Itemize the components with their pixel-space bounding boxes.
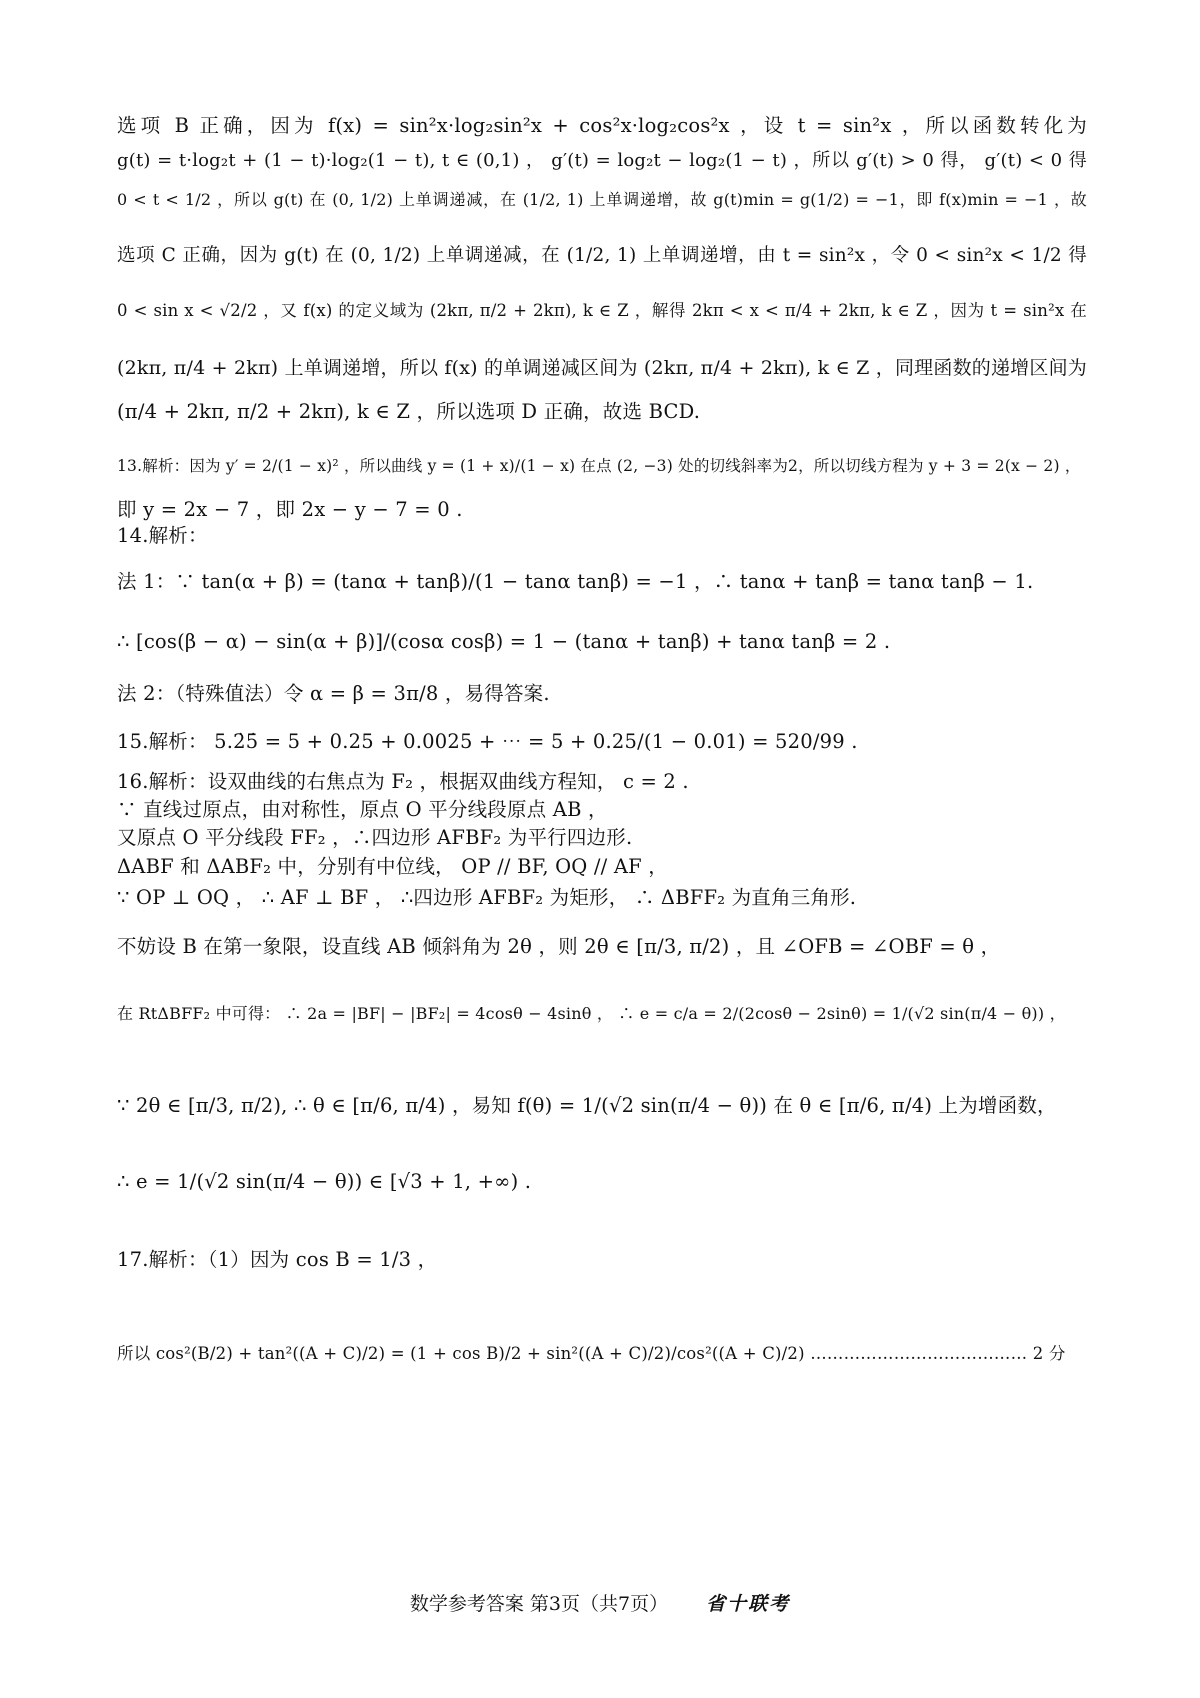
text-line: ∵ OP ⊥ OQ ， ∴ AF ⊥ BF ， ∴四边形 AFBF₂ 为矩形， ∴ ΔBFF₂ 为直角三角形.	[117, 886, 857, 909]
text-line: 0 < sin x < √2/2 ，又 f(x) 的定义域为 (2kπ, π/2 + 2kπ), k ∈ Z ，解得 2kπ < x < π/4 + 2kπ, k ∈ Z ，因为 t = sin²x 在	[117, 301, 1087, 320]
text-line: 法 1：∵ tan(α + β) = (tanα + tanβ)/(1 − tanα tanβ) = −1 ，∴ tanα + tanβ = tanα tanβ − 1.	[117, 570, 1034, 593]
text-line: 17.解析：（1）因为 cos B = 1/3 ，	[117, 1248, 438, 1271]
text-line: 在 RtΔBFF₂ 中可得： ∴ 2a = |BF| − |BF₂| = 4cosθ − 4sinθ ， ∴ e = c/a = 2/(2cosθ − 2sinθ) = 1/(√2 sin(π/4 − θ)) ，	[117, 1004, 1066, 1023]
text-line: (2kπ, π/4 + 2kπ) 上单调递增，所以 f(x) 的单调递减区间为 (2kπ, π/4 + 2kπ), k ∈ Z ，同理函数的递增区间为	[117, 357, 1087, 379]
text-line: (π/4 + 2kπ, π/2 + 2kπ), k ∈ Z ，所以选项 D 正确，故选 BCD.	[117, 400, 701, 423]
text-line: 16.解析：设双曲线的右焦点为 F₂ ，根据双曲线方程知， c = 2 .	[117, 770, 689, 793]
text-line: ΔABF 和 ΔABF₂ 中，分别有中位线， OP // BF, OQ // AF ，	[117, 855, 668, 878]
text-line: 14.解析：	[117, 524, 208, 547]
footer-brand: 省十联考	[706, 1593, 791, 1615]
text-line: 13.解析：因为 y′ = 2/(1 − x)² ，所以曲线 y = (1 + x)/(1 − x) 在点 (2, −3) 处的切线斜率为2，所以切线方程为 y + 3 = 2(x − 2) ，	[117, 457, 1081, 475]
text-line: 法 2：（特殊值法）令 α = β = 3π/8 ，易得答案.	[117, 682, 550, 705]
text-line: ∴ e = 1/(√2 sin(π/4 − θ)) ∈ [√3 + 1, +∞) .	[117, 1170, 532, 1193]
text-line: 0 < t < 1/2 ，所以 g(t) 在 (0, 1/2) 上单调递减，在 (1/2, 1) 上单调递增，故 g(t)min = g(1/2) = −1，即 f(x)min = −1 ，故	[117, 190, 1087, 209]
text-line: 选项 C 正确，因为 g(t) 在 (0, 1/2) 上单调递减，在 (1/2, 1) 上单调递增，由 t = sin²x ，令 0 < sin²x < 1/2 得	[117, 245, 1087, 266]
text-line: 又原点 O 平分线段 FF₂ ，∴四边形 AFBF₂ 为平行四边形.	[117, 826, 633, 849]
text-line: g(t) = t·log₂t + (1 − t)·log₂(1 − t), t ∈ (0,1) ， g′(t) = log₂t − log₂(1 − t) ，所以 g′(t) > 0 得， g′(t) < 0 得	[117, 150, 1087, 171]
text-line: ∴ [cos(β − α) − sin(α + β)]/(cosα cosβ) = 1 − (tanα + tanβ) + tanα tanβ = 2 .	[117, 630, 891, 653]
text-line: 选项 B 正确，因为 f(x) = sin²x·log₂sin²x + cos²x·log₂cos²x ，设 t = sin²x ，所以函数转化为	[117, 114, 1087, 137]
text-line: 所以 cos²(B/2) + tan²((A + C)/2) = (1 + cos B)/2 + sin²((A + C)/2)/cos²((A + C)/2) ………………………………… 2 分	[117, 1344, 1066, 1363]
text-line: 15.解析： 5.2̇5̇ = 5 + 0.25 + 0.0025 + ⋯ = 5 + 0.25/(1 − 0.01) = 520/99 .	[117, 730, 858, 753]
text-line: 不妨设 B 在第一象限，设直线 AB 倾斜角为 2θ ，则 2θ ∈ [π/3, π/2) ，且 ∠OFB = ∠OBF = θ ，	[117, 935, 1001, 958]
footer-page-info: 数学参考答案 第3页（共7页）	[409, 1593, 669, 1615]
text-line: ∵ 直线过原点，由对称性，原点 O 平分线段原点 AB ，	[117, 798, 608, 821]
text-line: 即 y = 2x − 7 ，即 2x − y − 7 = 0 .	[117, 498, 463, 521]
page-footer	[0, 1590, 1200, 1618]
text-line: ∵ 2θ ∈ [π/3, π/2), ∴ θ ∈ [π/6, π/4) ，易知 f(θ) = 1/(√2 sin(π/4 − θ)) 在 θ ∈ [π/6, π/4) 上为增函数，	[117, 1094, 1057, 1117]
